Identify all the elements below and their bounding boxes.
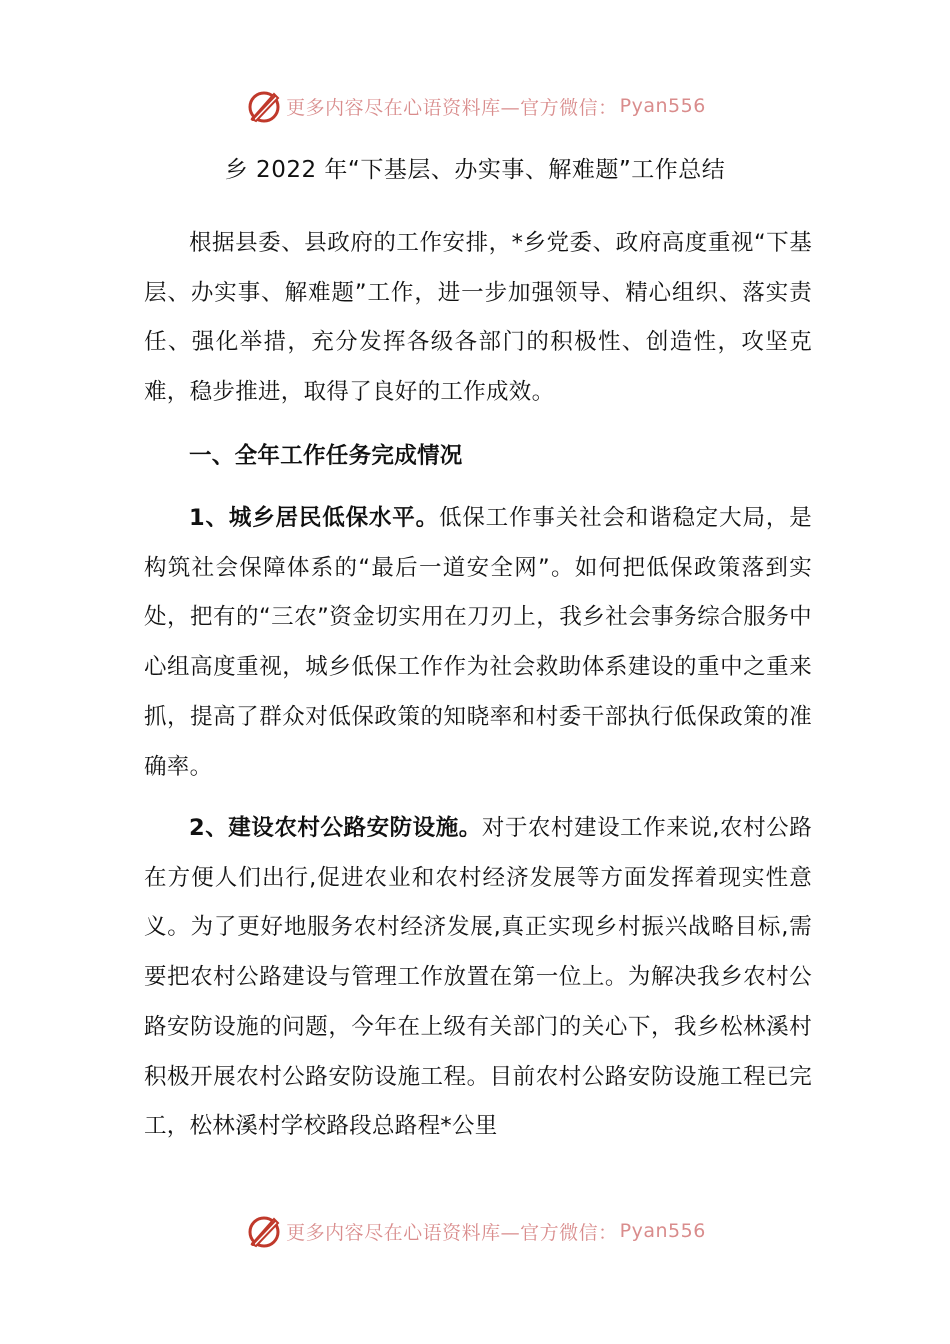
section-heading <box>144 432 812 482</box>
watermark-text: 更多内容尽在心语资料库—官方微信： <box>286 96 618 119</box>
watermark-text: 更多内容尽在心语资料库—官方微信： <box>286 1221 618 1244</box>
intro-paragraph <box>144 219 812 418</box>
header-watermark <box>0 84 950 128</box>
watermark-wechat-id: Pyan556 <box>619 95 706 117</box>
item-1-content <box>144 494 812 792</box>
footer-watermark <box>0 1209 950 1253</box>
watermark-wechat-id: Pyan556 <box>619 1220 706 1242</box>
intro-text: 根据县委、县政府的工作安排，*乡党委、政府高度重视“下基层、办实事、解难题”工作，进一步加强领导、精心组织、落实责任、强化举措，充分发挥各级各部门的积极性、创造性，攻坚克难，稳步推进，取得了良好的工作成效。 <box>144 230 812 406</box>
item-1-paragraph <box>144 494 812 792</box>
section-1-heading: 一、全年工作任务完成情况 <box>189 443 463 469</box>
item-2-paragraph <box>144 804 812 1152</box>
document-title: 乡 2022 年“下基层、办实事、解难题”工作总结 <box>224 157 726 183</box>
pen-nib-logo-icon <box>244 86 284 126</box>
item-1-lead: 1、城乡居民低保水平。 <box>189 505 439 531</box>
pen-nib-logo-icon <box>244 1211 284 1251</box>
item-2-lead: 2、建设农村公路安防设施。 <box>189 815 482 841</box>
item-2-text: 对于农村建设工作来说,农村公路在方便人们出行,促进农业和农村经济发展等方面发挥着现实性意义。为了更好地服务农村经济发展,真正实现乡村振兴战略目标,需要把农村公路建设与管理工作放置在第一位上。为解决我乡农村公路安防设施的问题，今年在上级有关部门的关心下，我乡松林溪村积极开展农村公路安防设施工程。目前农村公路安防设施工程已完工，松林溪村学校路段总路程*公里 <box>144 815 812 1140</box>
item-1-text: 低保工作事关社会和谐稳定大局，是构筑社会保障体系的“最后一道安全网”。如何把低保政策落到实处，把有的“三农”资金切实用在刀刃上，我乡社会事务综合服务中心组高度重视，城乡低保工作作为社会救助体系建设的重中之重来抓，提高了群众对低保政策的知晓率和村委干部执行低保政策的准确率。 <box>144 505 812 780</box>
item-2-content <box>144 804 812 1152</box>
